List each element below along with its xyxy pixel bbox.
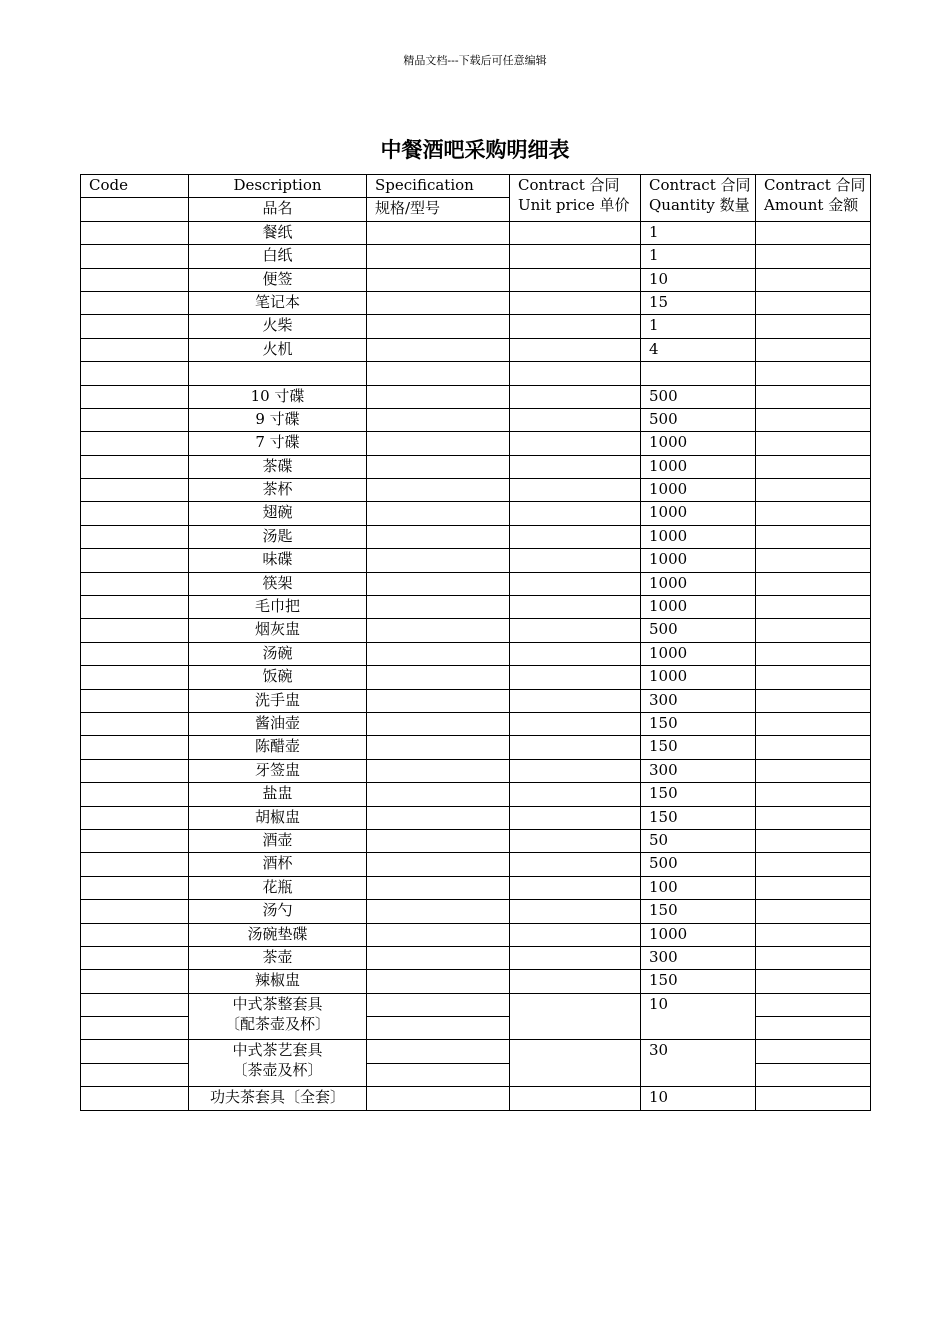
- unit-price-cell: [510, 829, 641, 852]
- amount-cell: [756, 549, 871, 572]
- unit-price-cell: [510, 993, 641, 1040]
- specification-cell: [367, 946, 510, 969]
- description-cell: 10 寸碟: [189, 385, 367, 408]
- specification-cell: [367, 572, 510, 595]
- specification-cell: [367, 759, 510, 782]
- specification-cell: [367, 783, 510, 806]
- header-quantity-en: Contract 合同: [649, 176, 751, 194]
- quantity-cell: 1000: [641, 525, 756, 548]
- unit-price-cell: [510, 946, 641, 969]
- description-cell: [189, 993, 367, 1040]
- description-line-1: 中式茶整套具: [232, 994, 323, 1013]
- amount-cell: [756, 619, 871, 642]
- specification-cell: [367, 619, 510, 642]
- quantity-cell: 1000: [641, 549, 756, 572]
- amount-cell: [756, 1063, 871, 1086]
- page-header: 精品文档---下载后可任意编辑: [403, 54, 547, 67]
- table-row: [81, 666, 871, 689]
- specification-cell: [367, 596, 510, 619]
- unit-price-cell: [510, 712, 641, 735]
- table-row: [81, 806, 871, 829]
- table-row: [81, 408, 871, 431]
- quantity-cell: 150: [641, 970, 756, 993]
- table-row: [81, 970, 871, 993]
- code-cell: [81, 268, 189, 291]
- code-cell: [81, 689, 189, 712]
- amount-cell: [756, 432, 871, 455]
- quantity-cell: 500: [641, 619, 756, 642]
- table-row: [81, 923, 871, 946]
- code-cell: [81, 549, 189, 572]
- amount-cell: [756, 689, 871, 712]
- table-row: [81, 946, 871, 969]
- header-quantity-zh: Quantity 数量: [649, 196, 750, 214]
- code-cell: [81, 829, 189, 852]
- quantity-cell: 150: [641, 806, 756, 829]
- header-quantity: [641, 175, 756, 222]
- description-cell: 洗手盅: [189, 689, 367, 712]
- code-cell: [81, 1063, 189, 1086]
- header-code: Code: [81, 175, 189, 198]
- code-cell: [81, 1017, 189, 1040]
- table-row: [81, 479, 871, 502]
- table-row: [81, 315, 871, 338]
- table-row: [81, 549, 871, 572]
- table-row: [81, 1087, 871, 1110]
- description-cell: 花瓶: [189, 876, 367, 899]
- quantity-cell: 300: [641, 759, 756, 782]
- description-cell: [189, 362, 367, 385]
- description-cell: 毛巾把: [189, 596, 367, 619]
- description-cell: 功夫茶套具〔全套〕: [189, 1087, 367, 1110]
- unit-price-cell: [510, 549, 641, 572]
- unit-price-cell: [510, 689, 641, 712]
- specification-cell: [367, 432, 510, 455]
- description-cell: 笔记本: [189, 291, 367, 314]
- table-row: [81, 759, 871, 782]
- code-cell: [81, 900, 189, 923]
- quantity-cell: 10: [641, 1087, 756, 1110]
- amount-cell: [756, 572, 871, 595]
- header-row-1: [81, 175, 871, 198]
- amount-cell: [756, 736, 871, 759]
- code-cell: [81, 970, 189, 993]
- description-cell: [189, 1040, 367, 1087]
- unit-price-cell: [510, 572, 641, 595]
- description-cell: 辣椒盅: [189, 970, 367, 993]
- specification-cell: [367, 291, 510, 314]
- specification-cell: [367, 455, 510, 478]
- unit-price-cell: [510, 900, 641, 923]
- unit-price-cell: [510, 853, 641, 876]
- unit-price-cell: [510, 759, 641, 782]
- amount-cell: [756, 1040, 871, 1063]
- amount-cell: [756, 502, 871, 525]
- quantity-cell: 10: [641, 993, 756, 1040]
- quantity-cell: 1000: [641, 479, 756, 502]
- description-cell: 汤碗: [189, 642, 367, 665]
- unit-price-cell: [510, 806, 641, 829]
- code-cell: [81, 736, 189, 759]
- code-cell: [81, 479, 189, 502]
- description-cell: 7 寸碟: [189, 432, 367, 455]
- quantity-cell: 1000: [641, 432, 756, 455]
- description-cell: 饭碗: [189, 666, 367, 689]
- specification-cell: [367, 385, 510, 408]
- unit-price-cell: [510, 268, 641, 291]
- amount-cell: [756, 900, 871, 923]
- quantity-cell: 100: [641, 876, 756, 899]
- unit-price-cell: [510, 245, 641, 268]
- table-row: [81, 712, 871, 735]
- description-line-2: 〔茶壶及杯〕: [232, 1061, 323, 1080]
- specification-cell: [367, 525, 510, 548]
- table-row: [81, 245, 871, 268]
- specification-cell: [367, 900, 510, 923]
- code-cell: [81, 362, 189, 385]
- quantity-cell: 1000: [641, 572, 756, 595]
- specification-cell: [367, 245, 510, 268]
- specification-cell: [367, 221, 510, 244]
- code-cell: [81, 245, 189, 268]
- amount-cell: [756, 993, 871, 1016]
- table-row: [81, 268, 871, 291]
- specification-cell: [367, 408, 510, 431]
- header-unit-price: [510, 175, 641, 222]
- code-cell: [81, 993, 189, 1016]
- description-cell: 筷架: [189, 572, 367, 595]
- table-row-merged: [81, 1040, 871, 1063]
- specification-cell: [367, 315, 510, 338]
- header-unit-price-zh: Unit price 单价: [518, 196, 630, 214]
- unit-price-cell: [510, 525, 641, 548]
- unit-price-cell: [510, 385, 641, 408]
- amount-cell: [756, 455, 871, 478]
- header-description-en: Description: [189, 175, 367, 198]
- description-cell: 盐盅: [189, 783, 367, 806]
- code-cell: [81, 759, 189, 782]
- description-cell: 陈醋壶: [189, 736, 367, 759]
- header-amount-en: Contract 合同: [764, 176, 866, 194]
- amount-cell: [756, 479, 871, 502]
- specification-cell: [367, 829, 510, 852]
- specification-cell: [367, 853, 510, 876]
- specification-cell: [367, 1087, 510, 1110]
- table-row: [81, 619, 871, 642]
- description-cell: 酒壶: [189, 829, 367, 852]
- amount-cell: [756, 1087, 871, 1110]
- specification-cell: [367, 549, 510, 572]
- specification-cell: [367, 712, 510, 735]
- quantity-cell: 1000: [641, 666, 756, 689]
- amount-cell: [756, 221, 871, 244]
- header-amount: [756, 175, 871, 222]
- table-row: [81, 829, 871, 852]
- description-cell: 便签: [189, 268, 367, 291]
- code-cell: [81, 619, 189, 642]
- description-cell: 烟灰盅: [189, 619, 367, 642]
- quantity-cell: 300: [641, 946, 756, 969]
- unit-price-cell: [510, 291, 641, 314]
- code-cell: [81, 946, 189, 969]
- table-row: [81, 362, 871, 385]
- unit-price-cell: [510, 479, 641, 502]
- unit-price-cell: [510, 408, 641, 431]
- description-line-1: 中式茶艺套具: [232, 1041, 323, 1060]
- amount-cell: [756, 408, 871, 431]
- amount-cell: [756, 268, 871, 291]
- code-cell: [81, 455, 189, 478]
- header-description-zh: 品名: [189, 198, 367, 221]
- description-cell: 味碟: [189, 549, 367, 572]
- specification-cell: [367, 923, 510, 946]
- table-row-merged: [81, 993, 871, 1016]
- description-cell: 茶壶: [189, 946, 367, 969]
- quantity-cell: 300: [641, 689, 756, 712]
- table-row: [81, 432, 871, 455]
- code-cell: [81, 525, 189, 548]
- unit-price-cell: [510, 362, 641, 385]
- code-cell: [81, 642, 189, 665]
- table-row: [81, 221, 871, 244]
- description-cell: 9 寸碟: [189, 408, 367, 431]
- quantity-cell: 150: [641, 783, 756, 806]
- quantity-cell: 150: [641, 736, 756, 759]
- table-row: [81, 689, 871, 712]
- quantity-cell: 500: [641, 408, 756, 431]
- amount-cell: [756, 970, 871, 993]
- unit-price-cell: [510, 970, 641, 993]
- description-cell: 汤匙: [189, 525, 367, 548]
- amount-cell: [756, 853, 871, 876]
- unit-price-cell: [510, 432, 641, 455]
- unit-price-cell: [510, 502, 641, 525]
- quantity-cell: 150: [641, 712, 756, 735]
- amount-cell: [756, 385, 871, 408]
- unit-price-cell: [510, 338, 641, 361]
- code-cell: [81, 853, 189, 876]
- table-row: [81, 338, 871, 361]
- code-cell: [81, 596, 189, 619]
- specification-cell: [367, 970, 510, 993]
- specification-cell: [367, 1040, 510, 1063]
- table-row: [81, 455, 871, 478]
- quantity-cell: 4: [641, 338, 756, 361]
- description-cell: 牙签盅: [189, 759, 367, 782]
- quantity-cell: [641, 362, 756, 385]
- specification-cell: [367, 338, 510, 361]
- quantity-cell: 150: [641, 900, 756, 923]
- unit-price-cell: [510, 666, 641, 689]
- specification-cell: [367, 806, 510, 829]
- header-specification-en: Specification: [367, 175, 510, 198]
- specification-cell: [367, 689, 510, 712]
- amount-cell: [756, 245, 871, 268]
- code-cell: [81, 712, 189, 735]
- unit-price-cell: [510, 1040, 641, 1087]
- table-row: [81, 642, 871, 665]
- specification-cell: [367, 268, 510, 291]
- specification-cell: [367, 1063, 510, 1086]
- quantity-cell: 1000: [641, 923, 756, 946]
- code-cell: [81, 432, 189, 455]
- amount-cell: [756, 666, 871, 689]
- code-cell: [81, 408, 189, 431]
- description-cell: 火机: [189, 338, 367, 361]
- description-cell: 翅碗: [189, 502, 367, 525]
- code-cell: [81, 666, 189, 689]
- specification-cell: [367, 642, 510, 665]
- specification-cell: [367, 362, 510, 385]
- code-cell: [81, 783, 189, 806]
- unit-price-cell: [510, 876, 641, 899]
- quantity-cell: 1: [641, 221, 756, 244]
- quantity-cell: 1000: [641, 502, 756, 525]
- code-cell: [81, 385, 189, 408]
- specification-cell: [367, 993, 510, 1016]
- description-cell: 酒杯: [189, 853, 367, 876]
- quantity-cell: 1000: [641, 455, 756, 478]
- unit-price-cell: [510, 923, 641, 946]
- amount-cell: [756, 1017, 871, 1040]
- specification-cell: [367, 876, 510, 899]
- unit-price-cell: [510, 619, 641, 642]
- specification-cell: [367, 1017, 510, 1040]
- table-row: [81, 291, 871, 314]
- quantity-cell: 1: [641, 245, 756, 268]
- header-unit-price-en: Contract 合同: [518, 176, 620, 194]
- amount-cell: [756, 829, 871, 852]
- amount-cell: [756, 362, 871, 385]
- amount-cell: [756, 525, 871, 548]
- description-cell: 茶碟: [189, 455, 367, 478]
- quantity-cell: 1000: [641, 596, 756, 619]
- document-title: 中餐酒吧采购明细表: [380, 137, 570, 162]
- code-cell: [81, 1087, 189, 1110]
- code-cell: [81, 876, 189, 899]
- table-row: [81, 783, 871, 806]
- amount-cell: [756, 642, 871, 665]
- unit-price-cell: [510, 221, 641, 244]
- unit-price-cell: [510, 596, 641, 619]
- header-amount-zh: Amount 金额: [764, 196, 859, 214]
- quantity-cell: 30: [641, 1040, 756, 1087]
- description-line-2: 〔配茶壶及杯〕: [224, 1014, 330, 1033]
- quantity-cell: 50: [641, 829, 756, 852]
- amount-cell: [756, 783, 871, 806]
- description-cell: 汤勺: [189, 900, 367, 923]
- table-row: [81, 385, 871, 408]
- quantity-cell: 1: [641, 315, 756, 338]
- table-row: [81, 900, 871, 923]
- quantity-cell: 10: [641, 268, 756, 291]
- unit-price-cell: [510, 642, 641, 665]
- amount-cell: [756, 338, 871, 361]
- code-cell: [81, 806, 189, 829]
- specification-cell: [367, 666, 510, 689]
- amount-cell: [756, 946, 871, 969]
- table-row: [81, 736, 871, 759]
- purchase-table: [80, 174, 871, 1111]
- description-cell: 酱油壶: [189, 712, 367, 735]
- header-code-blank: [81, 198, 189, 221]
- amount-cell: [756, 923, 871, 946]
- table-row: [81, 876, 871, 899]
- unit-price-cell: [510, 1087, 641, 1110]
- table-row: [81, 525, 871, 548]
- quantity-cell: 500: [641, 385, 756, 408]
- specification-cell: [367, 502, 510, 525]
- description-cell: 汤碗垫碟: [189, 923, 367, 946]
- table-row: [81, 572, 871, 595]
- amount-cell: [756, 759, 871, 782]
- table-row: [81, 502, 871, 525]
- code-cell: [81, 1040, 189, 1063]
- quantity-cell: 15: [641, 291, 756, 314]
- unit-price-cell: [510, 315, 641, 338]
- amount-cell: [756, 712, 871, 735]
- description-cell: 白纸: [189, 245, 367, 268]
- specification-cell: [367, 736, 510, 759]
- amount-cell: [756, 315, 871, 338]
- code-cell: [81, 502, 189, 525]
- description-cell: 餐纸: [189, 221, 367, 244]
- description-cell: 火柴: [189, 315, 367, 338]
- amount-cell: [756, 876, 871, 899]
- code-cell: [81, 315, 189, 338]
- unit-price-cell: [510, 455, 641, 478]
- code-cell: [81, 221, 189, 244]
- amount-cell: [756, 596, 871, 619]
- code-cell: [81, 572, 189, 595]
- unit-price-cell: [510, 736, 641, 759]
- amount-cell: [756, 291, 871, 314]
- unit-price-cell: [510, 783, 641, 806]
- header-specification-zh: 规格/型号: [367, 198, 510, 221]
- table-row: [81, 853, 871, 876]
- quantity-cell: 500: [641, 853, 756, 876]
- amount-cell: [756, 806, 871, 829]
- code-cell: [81, 338, 189, 361]
- table-row: [81, 596, 871, 619]
- quantity-cell: 1000: [641, 642, 756, 665]
- code-cell: [81, 291, 189, 314]
- specification-cell: [367, 479, 510, 502]
- description-cell: 胡椒盅: [189, 806, 367, 829]
- code-cell: [81, 923, 189, 946]
- description-cell: 茶杯: [189, 479, 367, 502]
